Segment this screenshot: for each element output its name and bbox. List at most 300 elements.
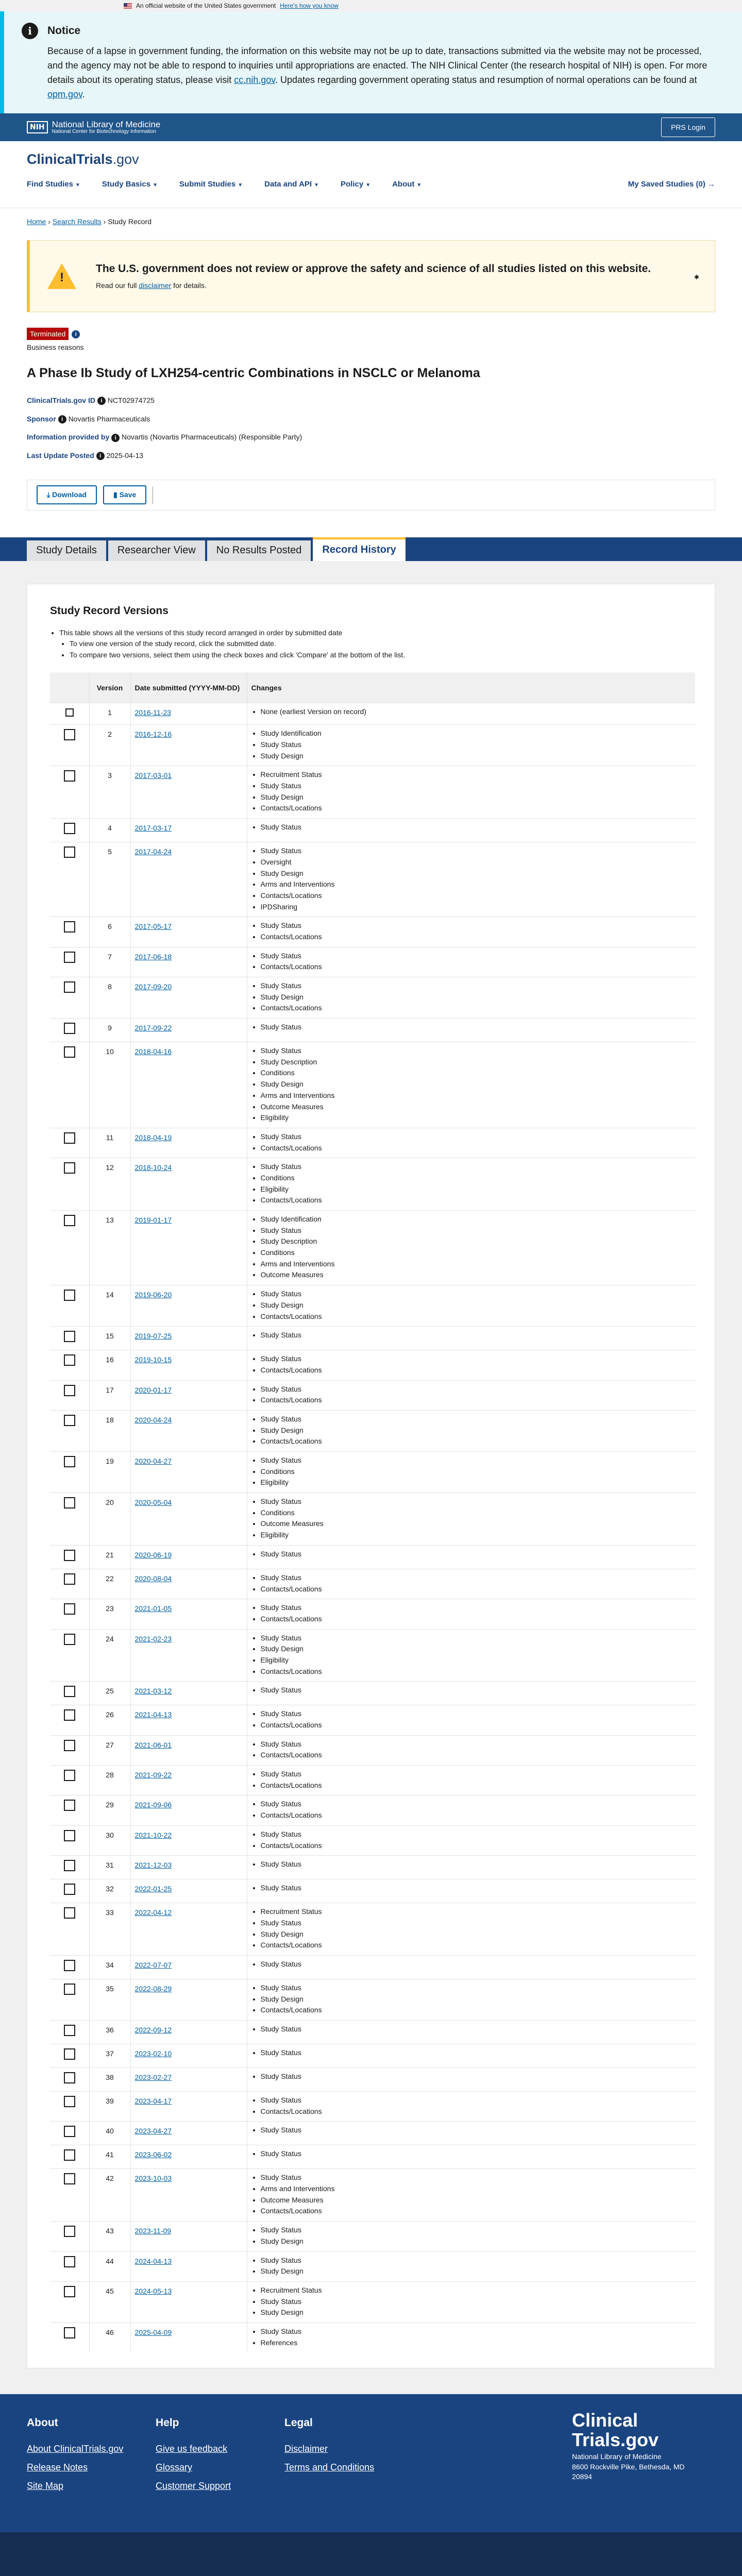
version-checkbox[interactable]: [64, 952, 75, 963]
version-checkbox[interactable]: [64, 2286, 75, 2297]
footer-link[interactable]: Give us feedback: [156, 2444, 228, 2454]
date-cell: [130, 1019, 247, 1042]
change-item: • Study Design: [261, 1079, 692, 1090]
change-item: • Study Status: [261, 1131, 692, 1143]
version-date-link[interactable]: 2025-04-09: [134, 2328, 172, 2336]
notice-title: Notice: [47, 25, 81, 37]
version-date-link[interactable]: 2020-04-24: [134, 1415, 172, 1424]
save-button[interactable]: ▮ Save: [103, 485, 146, 504]
table-row: [50, 725, 695, 766]
chevron-down-icon: ▼: [238, 182, 243, 188]
changes-cell: [247, 1879, 695, 1903]
version-date-link[interactable]: 2022-07-07: [134, 1960, 172, 1969]
footer-link[interactable]: Customer Support: [156, 2481, 231, 2492]
tab-researcher-view[interactable]: Researcher View: [108, 540, 205, 561]
change-item: • Study Status: [261, 1799, 692, 1810]
version-checkbox[interactable]: [64, 2072, 75, 2083]
version-date-link[interactable]: 2021-09-06: [134, 1801, 172, 1809]
change-item: • Conditions: [261, 1173, 692, 1184]
change-item: • Study Status: [261, 980, 692, 992]
disclaimer-link[interactable]: disclaimer: [139, 281, 172, 290]
prs-login-button[interactable]: PRS Login: [661, 117, 715, 137]
footer-about-heading: About: [27, 2417, 58, 2429]
clinicaltrials-logo[interactable]: ClinicalTrials.gov: [27, 151, 139, 167]
change-item: • Study Status: [261, 781, 692, 792]
version-date-link[interactable]: 2022-04-12: [134, 1908, 172, 1917]
changes-cell: [247, 842, 695, 917]
info-icon[interactable]: i: [111, 434, 120, 442]
changes-cell: [247, 1629, 695, 1682]
change-item: • Study Status: [261, 1982, 692, 1994]
table-row: [50, 977, 695, 1019]
version-cell: 39: [89, 2092, 130, 2122]
version-date-link[interactable]: 2022-01-25: [134, 1885, 172, 1893]
changes-cell: [247, 1599, 695, 1629]
footer-link[interactable]: Release Notes: [27, 2462, 88, 2473]
version-date-link[interactable]: 2019-01-17: [134, 1216, 172, 1224]
version-cell: 6: [89, 917, 130, 947]
version-checkbox[interactable]: [64, 1456, 75, 1467]
nlm-logo[interactable]: [27, 120, 160, 134]
select-cell: [50, 766, 89, 819]
version-checkbox[interactable]: [65, 708, 74, 717]
change-item: • Study Status: [261, 845, 692, 857]
version-checkbox[interactable]: [64, 1132, 75, 1144]
info-icon[interactable]: i: [72, 330, 80, 338]
version-date-link[interactable]: 2023-04-27: [134, 2127, 172, 2136]
version-checkbox[interactable]: [64, 2327, 75, 2338]
change-item: • Contacts/Locations: [261, 961, 692, 973]
select-cell: [50, 1903, 89, 1956]
select-cell: [50, 2251, 89, 2281]
version-checkbox[interactable]: [64, 1550, 75, 1561]
version-checkbox[interactable]: [64, 1984, 75, 1995]
date-cell: [130, 2169, 247, 2222]
table-row: [50, 1955, 695, 1979]
version-cell: 32: [89, 1879, 130, 1903]
version-date-link[interactable]: 2020-01-17: [134, 1385, 172, 1394]
footer-help-col: [156, 2417, 284, 2532]
version-date-link[interactable]: 2023-11-09: [134, 2227, 172, 2235]
change-item: • Study Status: [261, 1859, 692, 1870]
date-cell: [130, 1158, 247, 1211]
select-cell: [50, 1158, 89, 1211]
version-checkbox[interactable]: [64, 1860, 75, 1871]
date-cell: [130, 766, 247, 819]
changes-cell: [247, 1410, 695, 1451]
version-checkbox[interactable]: [64, 1770, 75, 1781]
version-checkbox[interactable]: [64, 1331, 75, 1342]
version-cell: 37: [89, 2044, 130, 2068]
date-cell: [130, 1452, 247, 1493]
nav-about[interactable]: About ▼: [392, 180, 422, 189]
change-item: • Study Status: [261, 1549, 692, 1560]
change-item: • Eligibility: [261, 1655, 692, 1666]
study-title: A Phase Ib Study of LXH254-centric Combinations in NSCLC or Melanoma: [27, 366, 480, 380]
version-date-link[interactable]: 2021-06-01: [134, 1740, 172, 1749]
changes-cell: [247, 1158, 695, 1211]
change-item: • Study Design: [261, 2266, 692, 2277]
date-cell: [130, 2092, 247, 2122]
changes-cell: [247, 2281, 695, 2323]
change-item: • Study Design: [261, 992, 692, 1003]
close-icon[interactable]: ✱: [694, 274, 699, 281]
cc-nih-link[interactable]: cc.nih.gov: [234, 74, 275, 85]
select-cell: [50, 1766, 89, 1795]
version-checkbox[interactable]: [64, 1709, 75, 1721]
version-date-link[interactable]: 2021-02-23: [134, 1634, 172, 1643]
version-checkbox[interactable]: [64, 1023, 75, 1034]
select-cell: [50, 1128, 89, 1158]
version-date-link[interactable]: 2017-05-17: [134, 922, 172, 931]
change-item: • Study Status: [261, 1455, 692, 1466]
version-date-link[interactable]: 2021-03-12: [134, 1687, 172, 1696]
version-cell: 24: [89, 1629, 130, 1682]
breadcrumb-search-results[interactable]: Search Results: [52, 217, 102, 226]
changes-cell: [247, 1019, 695, 1042]
version-checkbox[interactable]: [64, 729, 75, 740]
version-date-link[interactable]: 2020-06-19: [134, 1550, 172, 1559]
change-item: • Study Status: [261, 2148, 692, 2160]
version-date-link[interactable]: 2020-04-27: [134, 1457, 172, 1465]
table-row: [50, 1285, 695, 1327]
opm-link[interactable]: opm.gov: [47, 89, 82, 99]
select-cell: [50, 2122, 89, 2145]
version-date-link[interactable]: 2017-06-18: [134, 952, 172, 961]
change-item: • Study Status: [261, 1353, 692, 1365]
changes-cell: [247, 1766, 695, 1795]
date-cell: [130, 1856, 247, 1879]
version-date-link[interactable]: 2021-12-03: [134, 1861, 172, 1870]
change-item: • Recruitment Status: [261, 769, 692, 781]
date-cell: [130, 1042, 247, 1128]
nav-policy[interactable]: Policy ▼: [341, 180, 371, 189]
last-update-label: Last Update Posted: [27, 451, 94, 460]
date-cell: [130, 1545, 247, 1569]
version-checkbox[interactable]: [64, 2226, 75, 2237]
change-item: • Study Status: [261, 1769, 692, 1780]
select-cell: [50, 1493, 89, 1546]
version-date-link[interactable]: 2016-12-16: [134, 730, 172, 739]
version-checkbox[interactable]: [64, 921, 75, 933]
version-date-link[interactable]: 2016-11-23: [134, 708, 172, 717]
change-item: • Study Status: [261, 822, 692, 833]
change-item: • Contacts/Locations: [261, 2005, 692, 2016]
version-cell: 3: [89, 766, 130, 819]
version-cell: 1: [89, 703, 130, 725]
select-cell: [50, 1545, 89, 1569]
version-checkbox[interactable]: [64, 1800, 75, 1811]
footer-about-col: [27, 2417, 156, 2532]
version-checkbox[interactable]: [64, 1830, 75, 1841]
breadcrumb-home[interactable]: Home: [27, 217, 46, 226]
table-row: [50, 1795, 695, 1825]
version-date-link[interactable]: 2017-04-24: [134, 848, 172, 856]
change-item: • Study Status: [261, 1685, 692, 1696]
version-checkbox[interactable]: [64, 2173, 75, 2184]
change-item: • Study Status: [261, 1602, 692, 1614]
version-date-link[interactable]: 2019-10-15: [134, 1355, 172, 1364]
changes-cell: [247, 977, 695, 1019]
version-date-link[interactable]: 2021-01-05: [134, 1604, 172, 1613]
change-item: • Study Status: [261, 1414, 692, 1425]
my-saved-studies-link[interactable]: My Saved Studies (0) →: [628, 180, 715, 189]
changes-cell: [247, 2251, 695, 2281]
nct-id-value: NCT02974725: [107, 396, 155, 404]
warning-icon: [47, 263, 76, 289]
info-provided-value: Novartis (Novartis Pharmaceuticals) (Responsible Party): [122, 433, 302, 442]
change-item: • Outcome Measures: [261, 1518, 692, 1530]
footer-brand-line1: Clinical: [572, 2410, 638, 2431]
info-icon[interactable]: i: [96, 452, 105, 460]
table-row: [50, 766, 695, 819]
version-date-link[interactable]: 2019-07-25: [134, 1332, 172, 1341]
table-row: [50, 1380, 695, 1410]
version-cell: 41: [89, 2145, 130, 2169]
changes-cell: [247, 1979, 695, 2020]
version-cell: 43: [89, 2222, 130, 2251]
version-date-link[interactable]: 2023-06-02: [134, 2150, 172, 2159]
version-cell: 14: [89, 1285, 130, 1327]
version-date-link[interactable]: 2024-05-13: [134, 2286, 172, 2295]
footer-legal-heading: Legal: [284, 2417, 313, 2429]
select-cell: [50, 1705, 89, 1735]
change-item: • Study Status: [261, 1289, 692, 1300]
download-button[interactable]: ⤓ Download: [37, 485, 97, 504]
version-checkbox[interactable]: [64, 1884, 75, 1895]
date-cell: [130, 2251, 247, 2281]
footer-brand-line2: Trials.gov: [572, 2429, 659, 2451]
change-item: • Contacts/Locations: [261, 1143, 692, 1154]
change-item: • Study Design: [261, 2307, 692, 2318]
disclaimer-alert: [27, 240, 715, 312]
nav-data-api[interactable]: Data and API ▼: [264, 180, 319, 189]
change-item: • Contacts/Locations: [261, 931, 692, 943]
info-icon[interactable]: i: [58, 415, 66, 423]
table-row: [50, 1705, 695, 1735]
change-item: • Study Status: [261, 1572, 692, 1584]
table-row: [50, 1735, 695, 1765]
change-item: • Study Status: [261, 1225, 692, 1236]
version-date-link[interactable]: 2023-02-27: [134, 2073, 172, 2081]
change-item: • Contacts/Locations: [261, 1584, 692, 1595]
date-cell: [130, 917, 247, 947]
record-history-card: [27, 584, 715, 2369]
footer-link[interactable]: Glossary: [156, 2462, 193, 2473]
version-checkbox[interactable]: [64, 1215, 75, 1226]
version-checkbox[interactable]: [64, 1634, 75, 1645]
tab-record-history[interactable]: Record History: [313, 537, 405, 561]
version-checkbox[interactable]: [64, 1960, 75, 1971]
table-row: [50, 1856, 695, 1879]
select-cell: [50, 1211, 89, 1285]
select-cell: [50, 1682, 89, 1705]
date-cell: [130, 1979, 247, 2020]
change-item: • Study Status: [261, 1708, 692, 1720]
table-row: [50, 1128, 695, 1158]
change-item: • Study Status: [261, 2047, 692, 2059]
changes-cell: [247, 819, 695, 842]
version-date-link[interactable]: 2017-09-22: [134, 1024, 172, 1032]
nct-id-label: ClinicalTrials.gov ID: [27, 396, 96, 404]
version-checkbox[interactable]: [64, 1686, 75, 1697]
changes-cell: [247, 1327, 695, 1350]
info-icon[interactable]: i: [97, 397, 106, 405]
change-item: • Study Status: [261, 1739, 692, 1750]
table-row: [50, 1825, 695, 1855]
notice-text: Because of a lapse in government funding, the information on this website may not be up to date, transactions submitted via the website may not be processed, and the agency may not be able to respond to inquiries until appropriations are enacted. The NIH Clinical Center (the research hospital of NIH) is open. For more details about its operating status, please visit cc.nih.gov. Updates regarding government operating status and resumption of normal operations can be found at opm.gov.: [47, 46, 707, 99]
changes-cell: [247, 917, 695, 947]
version-checkbox[interactable]: [64, 1415, 75, 1426]
version-date-link[interactable]: 2017-03-17: [134, 824, 172, 833]
footer-top: [0, 2394, 742, 2532]
version-checkbox[interactable]: [64, 1162, 75, 1174]
changes-cell: [247, 2021, 695, 2044]
heres-how-you-know-link[interactable]: Here's how you know: [280, 2, 339, 9]
date-cell: [130, 947, 247, 977]
table-row: [50, 1903, 695, 1956]
version-checkbox[interactable]: [64, 1740, 75, 1751]
version-date-link[interactable]: 2020-05-04: [134, 1498, 172, 1507]
version-checkbox[interactable]: [64, 770, 75, 782]
version-date-link[interactable]: 2022-09-12: [134, 2026, 172, 2034]
version-checkbox[interactable]: [64, 2126, 75, 2137]
change-item: • Study Status: [261, 1022, 692, 1033]
footer-link[interactable]: Terms and Conditions: [284, 2462, 375, 2473]
version-checkbox[interactable]: [64, 2256, 75, 2267]
version-checkbox[interactable]: [64, 846, 75, 858]
select-cell: [50, 1042, 89, 1128]
date-cell: [130, 977, 247, 1019]
nav-study-basics[interactable]: Study Basics ▼: [102, 180, 158, 189]
version-checkbox[interactable]: [64, 1603, 75, 1615]
version-checkbox[interactable]: [64, 1907, 75, 1919]
changes-cell: [247, 2145, 695, 2169]
version-cell: 20: [89, 1493, 130, 1546]
tab-no-results-posted[interactable]: No Results Posted: [207, 540, 311, 561]
version-date-link[interactable]: 2022-08-29: [134, 1984, 172, 1993]
version-date-link[interactable]: 2019-06-20: [134, 1291, 172, 1299]
table-row: [50, 1979, 695, 2020]
version-date-link[interactable]: 2018-10-24: [134, 1163, 172, 1172]
select-cell: [50, 1735, 89, 1765]
select-cell: [50, 1979, 89, 2020]
footer-link[interactable]: About ClinicalTrials.gov: [27, 2444, 124, 2454]
date-cell: [130, 1493, 247, 1546]
date-cell: [130, 1955, 247, 1979]
table-row: [50, 2281, 695, 2323]
version-checkbox[interactable]: [64, 1385, 75, 1396]
changes-cell: [247, 703, 695, 725]
date-cell: [130, 2044, 247, 2068]
change-item: • Study Design: [261, 2236, 692, 2247]
version-checkbox[interactable]: [64, 1354, 75, 1366]
change-item: • Study Status: [261, 2225, 692, 2236]
version-date-link[interactable]: 2018-04-19: [134, 1133, 172, 1142]
version-cell: 25: [89, 1682, 130, 1705]
action-bar: [27, 480, 715, 511]
table-row: [50, 2044, 695, 2068]
change-item: • Study Design: [261, 792, 692, 803]
chevron-down-icon: ▼: [75, 182, 80, 188]
version-cell: 30: [89, 1825, 130, 1855]
version-date-link[interactable]: 2023-10-03: [134, 2174, 172, 2183]
version-checkbox[interactable]: [64, 2025, 75, 2036]
version-date-link[interactable]: 2018-04-16: [134, 1047, 172, 1056]
version-checkbox[interactable]: [64, 981, 75, 993]
version-date-link[interactable]: 2017-09-20: [134, 982, 172, 991]
table-row: [50, 2021, 695, 2044]
version-cell: 2: [89, 725, 130, 766]
date-cell: [130, 842, 247, 917]
version-cell: 40: [89, 2122, 130, 2145]
change-item: • Conditions: [261, 1507, 692, 1519]
version-checkbox[interactable]: [64, 2048, 75, 2060]
version-checkbox[interactable]: [64, 1497, 75, 1509]
version-date-link[interactable]: 2023-04-17: [134, 2097, 172, 2105]
nav-submit-studies[interactable]: Submit Studies ▼: [179, 180, 243, 189]
version-checkbox[interactable]: [64, 1046, 75, 1058]
version-date-link[interactable]: 2024-04-13: [134, 2257, 172, 2265]
date-cell: [130, 819, 247, 842]
version-date-link[interactable]: 2021-09-22: [134, 1771, 172, 1780]
changes-cell: [247, 2323, 695, 2352]
change-item: • Conditions: [261, 1466, 692, 1478]
version-checkbox[interactable]: [64, 823, 75, 834]
version-checkbox[interactable]: [64, 2096, 75, 2107]
version-checkbox[interactable]: [64, 1290, 75, 1301]
version-date-link[interactable]: 2023-02-10: [134, 2049, 172, 2058]
table-row: [50, 2222, 695, 2251]
change-item: • Contacts/Locations: [261, 1436, 692, 1447]
date-cell: [130, 2021, 247, 2044]
version-date-link[interactable]: 2021-04-13: [134, 1710, 172, 1719]
changes-cell: [247, 1903, 695, 1956]
tab-study-details[interactable]: Study Details: [27, 540, 106, 561]
table-row: [50, 2145, 695, 2169]
changes-cell: [247, 1042, 695, 1128]
version-cell: 26: [89, 1705, 130, 1735]
sponsor-label: Sponsor: [27, 414, 56, 423]
footer-link[interactable]: Site Map: [27, 2481, 64, 2492]
date-cell: [130, 2323, 247, 2352]
version-date-link[interactable]: 2021-10-22: [134, 1831, 172, 1839]
chevron-down-icon: ▼: [365, 182, 371, 188]
changes-cell: [247, 2222, 695, 2251]
version-cell: 28: [89, 1766, 130, 1795]
version-date-link[interactable]: 2020-08-04: [134, 1574, 172, 1583]
table-row: [50, 1042, 695, 1128]
version-checkbox[interactable]: [64, 2149, 75, 2161]
version-cell: 18: [89, 1410, 130, 1451]
change-item: • Study Design: [261, 751, 692, 762]
bookmark-icon: ▮: [113, 490, 117, 499]
select-cell: [50, 1599, 89, 1629]
footer-link[interactable]: Disclaimer: [284, 2444, 328, 2454]
change-item: • Arms and Interventions: [261, 879, 692, 890]
date-cell: [130, 1285, 247, 1327]
date-cell: [130, 1705, 247, 1735]
table-row: [50, 1879, 695, 1903]
version-checkbox[interactable]: [64, 1573, 75, 1585]
select-cell: [50, 2092, 89, 2122]
changes-cell: [247, 2068, 695, 2092]
nav-find-studies[interactable]: Find Studies ▼: [27, 180, 80, 189]
site-header: [0, 141, 742, 208]
version-cell: 42: [89, 2169, 130, 2222]
change-item: • Study Status: [261, 951, 692, 962]
version-date-link[interactable]: 2017-03-01: [134, 771, 172, 780]
